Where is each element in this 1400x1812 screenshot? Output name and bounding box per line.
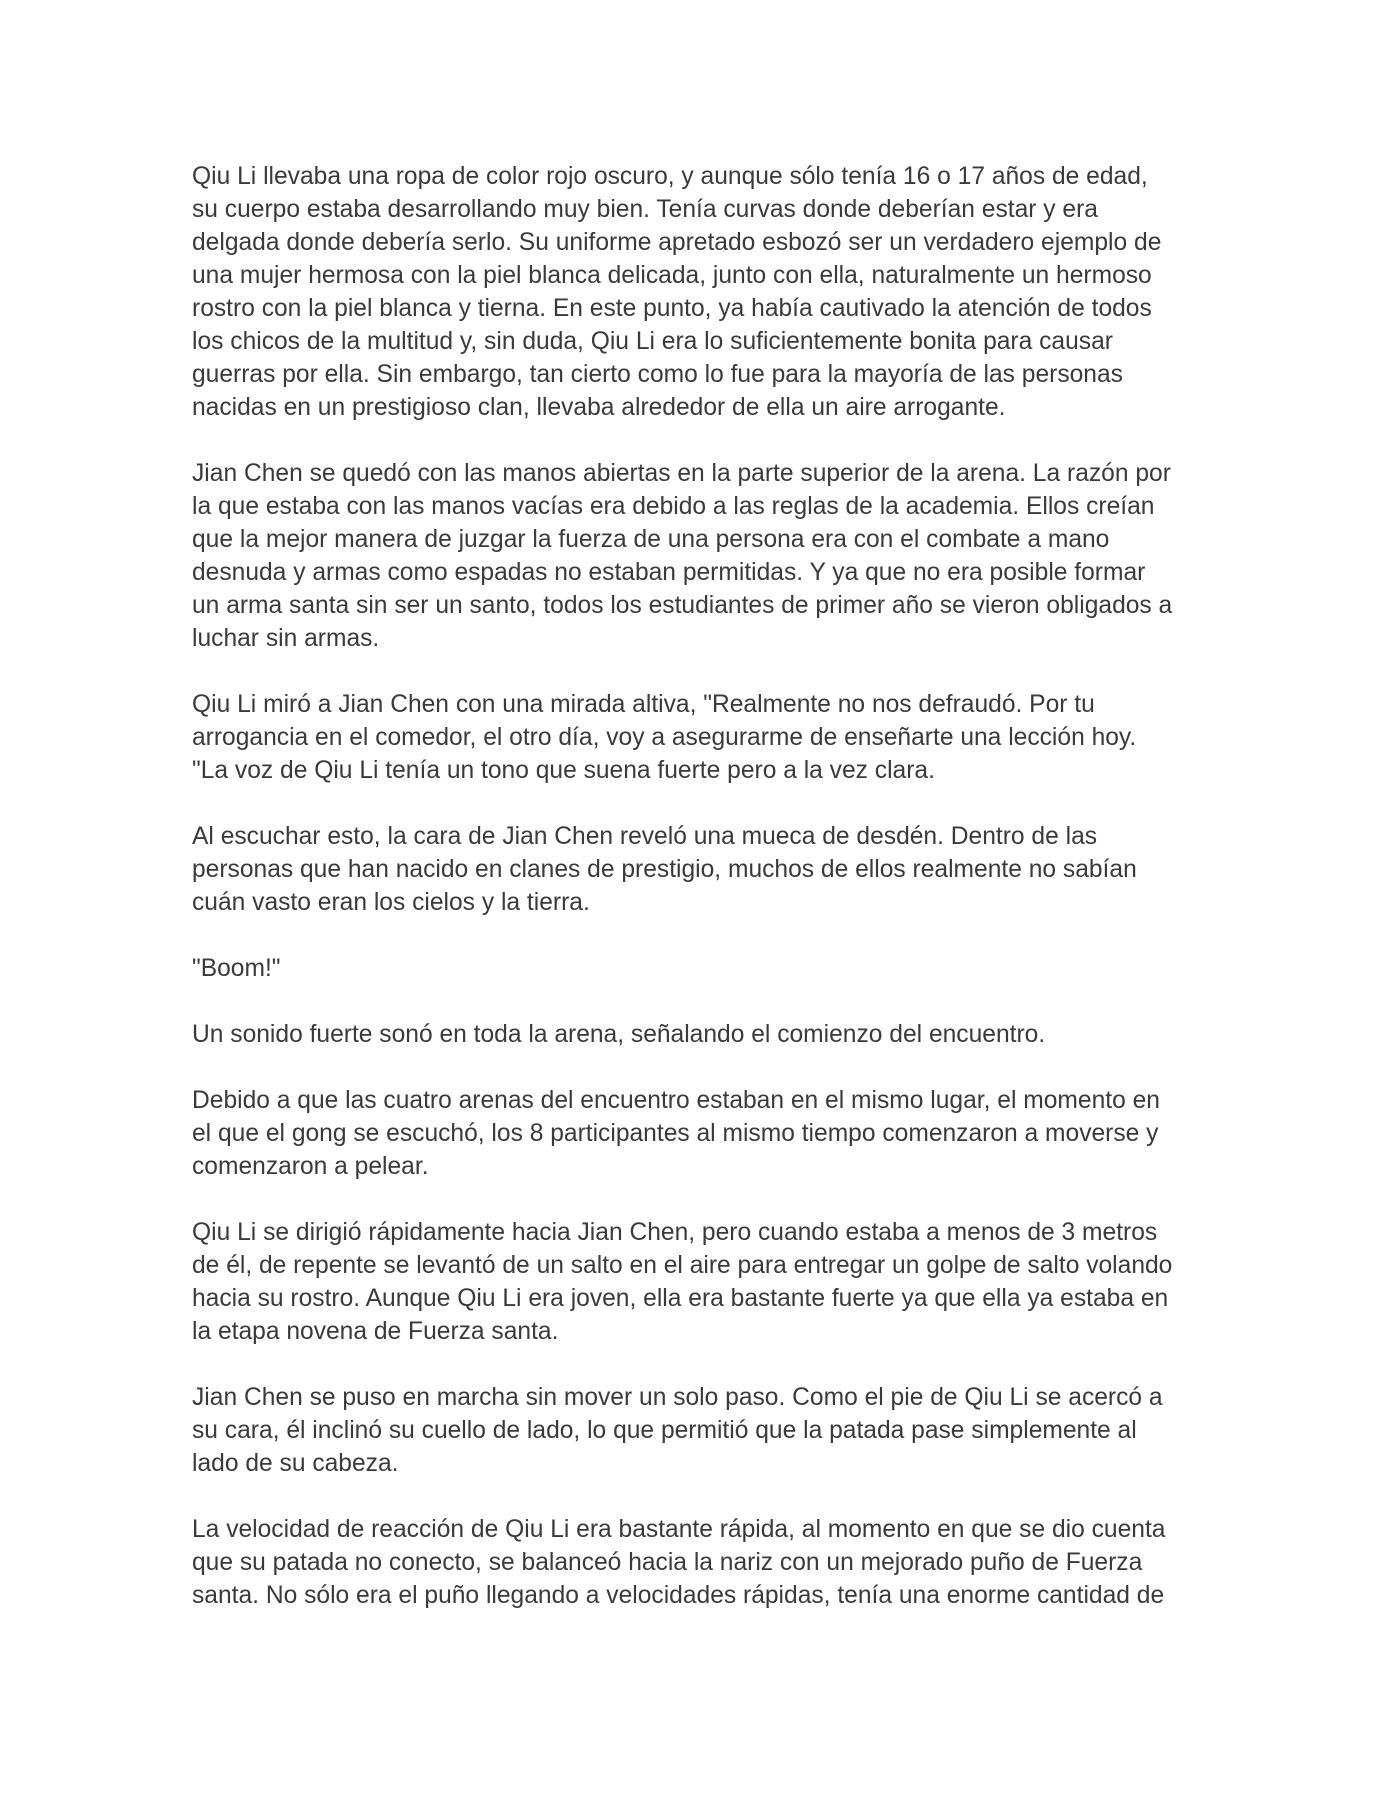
paragraph-5: "Boom!" bbox=[192, 955, 281, 982]
paragraph-6: Un sonido fuerte sonó en toda la arena, señalando el comienzo del encuentro. bbox=[192, 1021, 1046, 1048]
paragraph-9: Jian Chen se puso en marcha sin mover un solo paso. Como el pie de Qiu Li se acercó a su cara, él inclinó su cuello de lado, lo que permitió que la patada pase simplemente al lado de su cabeza. bbox=[192, 1384, 1163, 1477]
paragraph-3: Qiu Li miró a Jian Chen con una mirada altiva, "Realmente no nos defraudó. Por tu arrogancia en el comedor, el otro día, voy a asegurarme de enseñarte una lección hoy. "La voz de Qiu Li tenía un tono que suena fuerte pero a la vez clara. bbox=[192, 691, 1137, 784]
paragraph-10: La velocidad de reacción de Qiu Li era bastante rápida, al momento en que se dio cuenta que su patada no conecto, se balanceó hacia la nariz con un mejorado puño de Fuerza santa. No sólo era el puño llegando a velocidades rápidas, tenía una enorme cantidad de bbox=[192, 1516, 1166, 1609]
paragraph-2: Jian Chen se quedó con las manos abiertas en la parte superior de la arena. La razón por la que estaba con las manos vacías era debido a las reglas de la academia. Ellos creían que la mejor manera de juzgar la fuerza de una persona era con el combate a mano desnuda y armas como espadas no estaban permitidas. Y ya que no era posible formar un arma santa sin ser un santo, todos los estudiantes de primer año se vieron obligados a luchar sin armas. bbox=[192, 460, 1173, 652]
document-body bbox=[192, 160, 1222, 1645]
paragraph-7: Debido a que las cuatro arenas del encuentro estaban en el mismo lugar, el momento en el que el gong se escuchó, los 8 participantes al mismo tiempo comenzaron a moverse y comenzaron a pelear. bbox=[192, 1087, 1160, 1180]
paragraph-4: Al escuchar esto, la cara de Jian Chen reveló una mueca de desdén. Dentro de las personas que han nacido en clanes de prestigio, muchos de ellos realmente no sabían cuán vasto eran los cielos y la tierra. bbox=[192, 823, 1137, 916]
paragraph-1: Qiu Li llevaba una ropa de color rojo oscuro, y aunque sólo tenía 16 o 17 años de edad, su cuerpo estaba desarrollando muy bien. Tenía curvas donde deberían estar y era delgada donde debería serlo. Su uniforme apretado esbozó ser un verdadero ejemplo de una mujer hermosa con la piel blanca delicada, junto con ella, naturalmente un hermoso rostro con la piel blanca y tierna. En este punto, ya había cautivado la atención de todos los chicos de la multitud y, sin duda, Qiu Li era lo suficientemente bonita para causar guerras por ella. Sin embargo, tan cierto como lo fue para la mayoría de las personas nacidas en un prestigioso clan, llevaba alrededor de ella un aire arrogante. bbox=[192, 163, 1162, 421]
paragraph-8: Qiu Li se dirigió rápidamente hacia Jian Chen, pero cuando estaba a menos de 3 metros de él, de repente se levantó de un salto en el aire para entregar un golpe de salto volando hacia su rostro. Aunque Qiu Li era joven, ella era bastante fuerte ya que ella ya estaba en la etapa novena de Fuerza santa. bbox=[192, 1219, 1173, 1345]
